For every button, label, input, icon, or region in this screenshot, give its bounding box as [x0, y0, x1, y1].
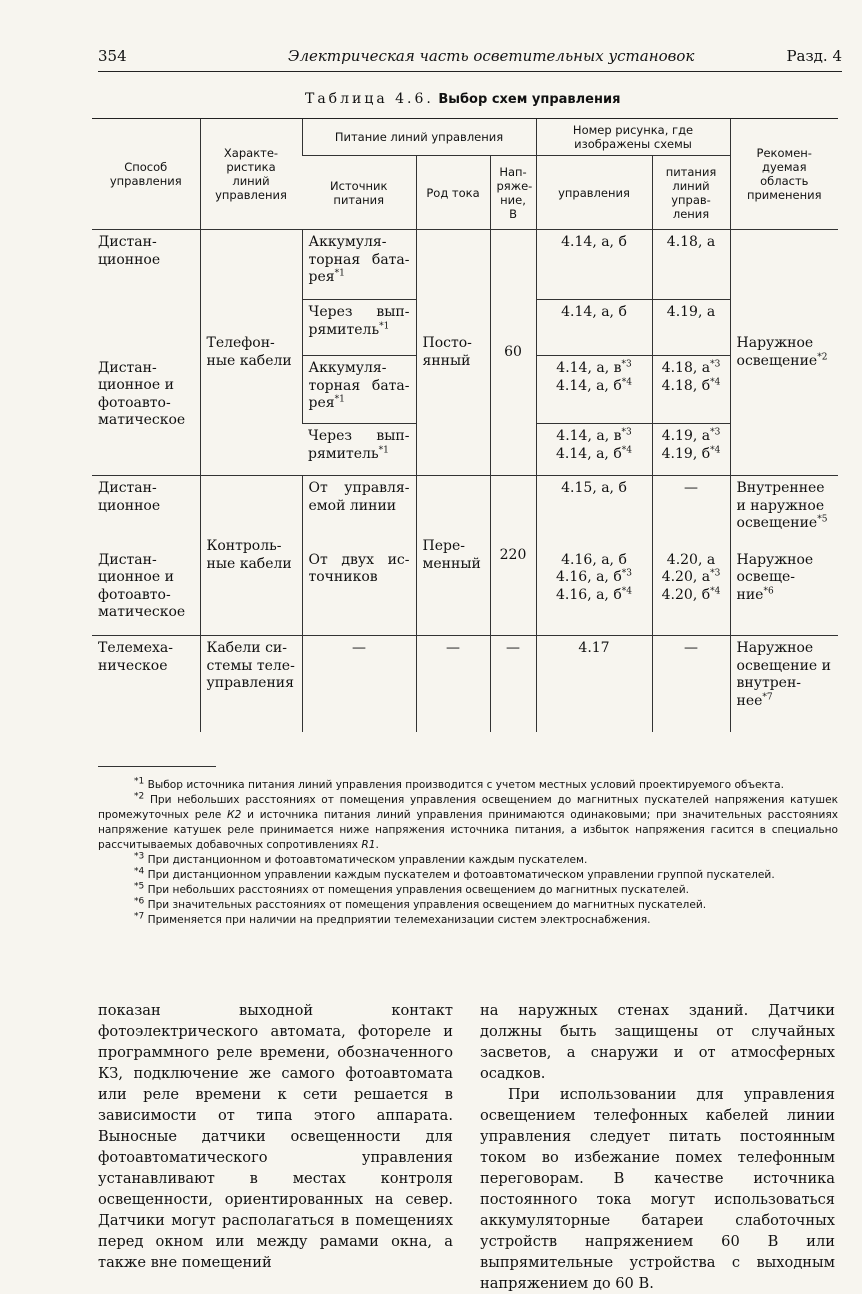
cell-source: — [302, 636, 416, 732]
cell-method: Дистан-ционное [92, 476, 200, 548]
cell-fig-power: 4.19, а [652, 300, 730, 356]
footnote-7: $^{*7}$ Применяется при наличии на предприятии телемеханизации систем электроснабжения. [134, 911, 651, 926]
header-method: Способ управления [92, 119, 200, 230]
footnotes [98, 778, 838, 928]
cell-source: Аккумуля-торная бата-рея$^{*1}$ [302, 356, 416, 424]
footnote-3: $^{*3}$ При дистанционном и фотоавтоматическом управлении каждым пускателем. [134, 851, 588, 866]
running-header [98, 45, 842, 72]
cell-fig-control: 4.16, а, б 4.16, а, $б^{*3}$ 4.16, а, $б^{*4}$ [536, 548, 652, 636]
footnote-1: $^{*1}$ Выбор источника питания линий управления производится с учетом местных условий проектируемого объекта. [134, 776, 784, 791]
cell-fig-control: 4.14, а, $в^{*3}$ 4.14, а, $б^{*4}$ [536, 356, 652, 424]
running-title: Электрическая часть осветительных установок [288, 47, 695, 65]
header-current: Род тока [416, 156, 490, 230]
footnote-6: $^{*6}$ При значительных расстояниях от помещения управления освещением до магнитных пускателей. [134, 896, 707, 911]
cell-source: От двух ис-точников [302, 548, 416, 636]
header-fig-control: управления [536, 156, 652, 230]
cell-current: Пере-менный [416, 476, 490, 636]
cell-fig-power: — [652, 476, 730, 548]
cell-area: Наружное освеще-ние$^{*6}$ [730, 548, 838, 636]
cell-method-blank [92, 300, 200, 356]
header-area: Рекомен-дуемая область применения [730, 119, 838, 230]
cell-area: Наружное освещение и внутрен-нее$^{*7}$ [730, 636, 838, 732]
cell-method: Дистан-ционное и фотоавто-матическое [98, 551, 186, 620]
control-schemes-table [92, 118, 838, 732]
cell-fig-power: 4.20, а 4.20, $а^{*3}$ 4.20, $б^{*4}$ [652, 548, 730, 636]
cell-fig-control: 4.15, а, б [536, 476, 652, 548]
header-source: Источник питания [302, 156, 416, 230]
cell-fig-power: — [652, 636, 730, 732]
body-paragraph: При использовании для управления освещением телефонных кабелей линии управления следует питать постоянным током во избежание помех телефонным переговорам. В качестве источника постоянного тока могут использоваться аккумуляторные батареи слаботочных устройств напряжением 60 В или выпрямительные устройства с выходным напряжением до 60 В. [480, 1086, 835, 1292]
cell-lines: Контроль-ные кабели [200, 476, 302, 636]
cell-source: Через вып-рямитель$^{*1}$ [302, 300, 416, 356]
header-lines: Характе-ристика линий управления [200, 119, 302, 230]
footnote-4: $^{*4}$ При дистанционном управлении каждым пускателем и фотоавтоматическом управлении группой пускателей. [134, 866, 775, 881]
cell-source: Через вып-рямитель$^{*1}$ [308, 428, 410, 462]
cell-voltage: 220 [490, 476, 536, 636]
header-figures-group: Номер рисунка, где изображены схемы [536, 119, 730, 156]
cell-current: — [416, 636, 490, 732]
header-voltage: Нап-ряже-ние, В [490, 156, 536, 230]
cell-method: Телемеха-ническое [92, 636, 200, 732]
body-paragraph: показан выходной контакт фотоэлектрического автомата, фотореле и программного реле времени, обозначенного КЗ, подключение же самого фотоавтомата или реле времени к сети решается в зависимости от типа этого аппарата. Выносные датчики освещенности для фотоавтоматического управления устанавливают в местах контроля освещенности, ориентированных на север. Датчики могут располагаться в помещениях перед окном или между рамами окна, а также вне помещений [98, 1002, 453, 1271]
section-label: Разд. 4 [786, 47, 842, 65]
header-power-group: Питание линий управления [302, 119, 536, 156]
footnote-2: $^{*2}$ При небольших расстояниях от помещения управления освещением до магнитных пускателей напряжения катушек промежуточных реле К2 и источника питания линий управления принимаются одинаковыми; при значительных расстояниях напряжение катушек реле принимается ниже напряжения источника питания, а избыток напряжения гасится в специально рассчитываемых добавочных сопротивлениях R1. [98, 791, 839, 851]
cell-fig-control: 4.17 [536, 636, 652, 732]
cell-fig-control: 4.14, а, $в^{*3}$ 4.14, а, $б^{*4}$ [536, 424, 652, 476]
header-fig-power: питания линий управ-ления [652, 156, 730, 230]
body-column-left [98, 1000, 453, 1273]
cell-fig-control: 4.14, а, б [536, 230, 652, 300]
cell-area: Внутреннее и наружное освещение$^{*5}$ [730, 476, 838, 548]
cell-method: Дистан-ционное [98, 234, 161, 268]
cell-source: Аккумуля-торная бата-рея$^{*1}$ [302, 230, 416, 300]
cell-voltage: — [490, 636, 536, 732]
table-caption [305, 91, 620, 107]
cell-source: От управля-емой линии [302, 476, 416, 548]
footnote-5: $^{*5}$ При небольших расстояниях от помещения управления освещением до магнитных пускателей. [134, 881, 689, 896]
table-title: Выбор схем управления [438, 92, 621, 107]
cell-lines: Кабели си-стемы теле-управления [200, 636, 302, 732]
table-label: Таблица 4.6. [305, 91, 434, 107]
cell-voltage: 60 [490, 230, 536, 476]
cell-area: Наружное освещение$^{*2}$ [730, 230, 838, 476]
cell-fig-power: 4.19, $а^{*3}$ 4.19, $б^{*4}$ [652, 424, 730, 476]
cell-lines: Телефон-ные кабели [200, 230, 302, 476]
cell-current: Посто-янный [416, 230, 490, 476]
cell-fig-power: 4.18, $а^{*3}$ 4.18, $б^{*4}$ [652, 356, 730, 424]
cell-fig-control: 4.14, а, б [536, 300, 652, 356]
cell-method: Дистан-ционное и фотоавто-матическое [98, 359, 186, 428]
body-paragraph: на наружных стенах зданий. Датчики должны быть защищены от случайных засветов, а снаружи и от атмосферных осадков. [480, 1002, 835, 1082]
cell-fig-power: 4.18, а [652, 230, 730, 300]
body-column-right [480, 1000, 835, 1294]
footnote-divider [98, 766, 216, 767]
page-number: 354 [98, 47, 127, 65]
